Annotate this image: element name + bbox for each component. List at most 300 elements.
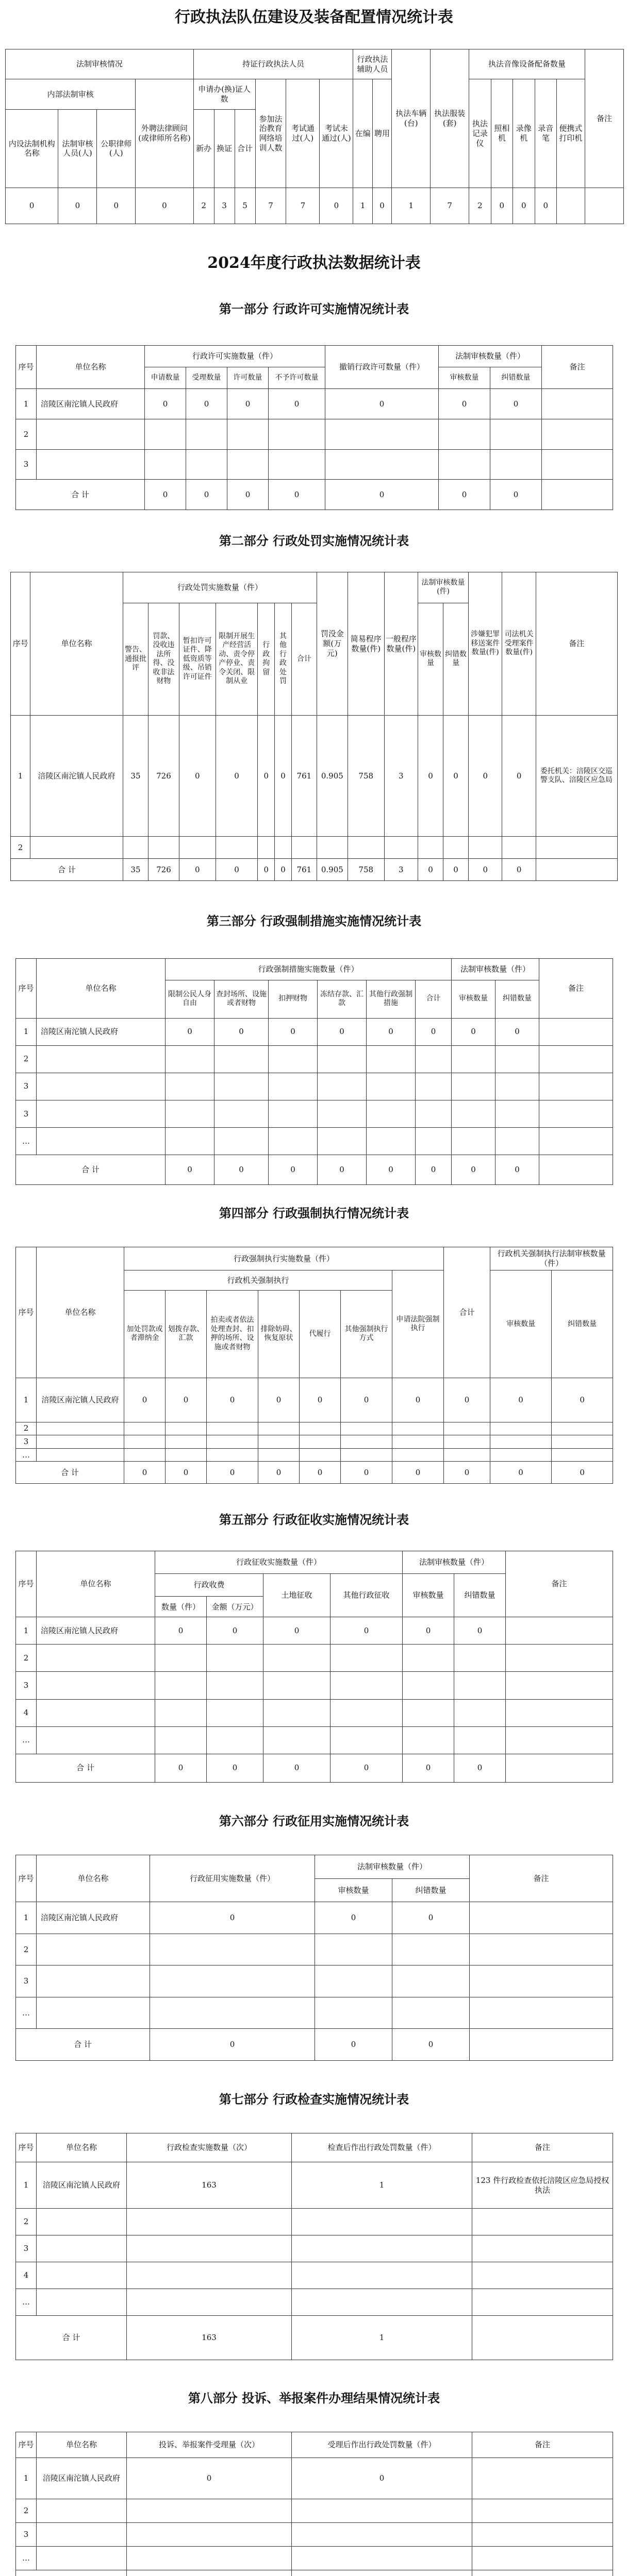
header-uniforms: 执法服装(套) [431,49,469,188]
table-cell: 0 [186,480,227,510]
table-cell: 0 [443,716,469,837]
table-cell [258,1448,300,1462]
header-seq: 序号 [16,959,37,1019]
table-cell [155,1726,207,1754]
table-cell: 2 [16,419,37,450]
table-cell [341,1422,392,1435]
table-row [16,1100,613,1127]
table-cell [292,2235,472,2262]
table-cell: 726 [148,716,179,837]
table-cell [330,1672,403,1699]
table-cell [166,1422,207,1435]
table-cell [37,1645,155,1672]
table-cell [392,1422,444,1435]
table-cell: 0.905 [317,716,348,837]
part8-table [15,2432,613,2576]
table-cell: 761 [291,859,317,881]
table-cell: 7 [286,188,320,224]
table-cell [214,1045,269,1073]
table-cell [292,2289,472,2316]
table-row [16,2547,613,2570]
table-cell [166,1073,214,1100]
table-cell [542,419,613,450]
table-cell [37,1448,124,1462]
table-cell: 合 计 [16,1754,155,1782]
table-cell: 0 [418,859,443,881]
table-cell: 0 [418,716,443,837]
table-cell: 1 [392,188,431,224]
table-cell: 35 [123,859,148,881]
header-seq: 序号 [16,1551,37,1617]
header-seq: 序号 [16,1855,37,1902]
table-cell [539,1155,613,1185]
stats-title: 2024年度行政执法数据统计表 [207,254,421,272]
table-cell [37,2499,127,2523]
table-cell [452,1045,495,1073]
table-cell [472,2570,613,2576]
table-cell [166,1448,207,1462]
table-cell [292,2570,472,2576]
table-cell: 金额（万元） [207,1597,263,1617]
table-row [16,2235,613,2262]
header-row [16,2432,613,2458]
table-cell [292,2262,472,2289]
table-cell [403,1672,454,1699]
table-cell: 0 [341,1462,392,1484]
table-cell [207,1672,263,1699]
table-cell: 0 [292,2458,472,2499]
header-impl: 行政征用实施数量（件） [150,1855,315,1902]
table-cell: 2 [193,188,214,224]
table-cell [37,1965,150,1997]
table-row [16,1128,613,1155]
table-cell [470,2029,613,2061]
table-cell [263,1726,330,1754]
table-cell: 0 [258,716,275,837]
part3-table [15,958,613,1185]
table-cell: 涪陵区南沱镇人民政府 [37,1902,150,1934]
table-cell [472,2316,613,2360]
table-cell: 0 [315,2029,392,2061]
part1-table [15,345,613,510]
table-cell [439,449,490,480]
table-row [16,2523,613,2547]
table-cell [403,1726,454,1754]
table-cell: 0 [124,1378,166,1422]
part6-table [15,1855,613,2061]
table-cell [403,1645,454,1672]
header-row [6,79,624,109]
total-row [16,1754,613,1782]
header-after: 受理后作出行政处罚数量（件） [292,2432,472,2458]
header-row [16,2133,613,2162]
header-court: 申请法院强制执行 [392,1270,444,1378]
table-row [16,2162,613,2209]
table-cell [127,2209,292,2235]
header-unit: 单位名称 [37,959,166,1019]
header-impl: 投诉、举报案件受理量（次） [127,2432,292,2458]
table-row [11,716,618,837]
table-cell: 土地征收 [263,1574,330,1617]
table-cell: 0 [207,1754,263,1782]
table-cell [367,1045,416,1073]
table-cell [269,1100,318,1127]
table-cell: 0 [166,1378,207,1422]
table-cell [585,188,623,224]
header-impl: 行政强制执行实施数量（件） [124,1247,444,1270]
table-cell [367,1100,416,1127]
table-cell: 纠错数量 [454,1574,506,1617]
header-printer: 便携式打印机 [556,79,585,188]
total-row [16,1462,613,1484]
table-cell: 0 [136,188,193,224]
table-cell: 0 [269,480,325,510]
header-impl: 行政征收实施数量（件） [155,1551,403,1574]
table-cell [472,2547,613,2570]
table-cell: 合 计 [16,2316,127,2360]
table-cell: 0 [216,859,258,881]
table-cell: 1 [11,716,30,837]
table-cell: 0 [454,1754,506,1782]
table-cell: 0 [124,1462,166,1484]
table-cell: 3 [16,1965,37,1997]
table-cell [155,1672,207,1699]
table-cell [37,2289,127,2316]
header-review: 法制审核数量(件) [418,572,469,603]
table-cell [454,1645,506,1672]
table-cell: 排除妨碍、恢复原状 [258,1290,300,1378]
table-cell: 0 [216,716,258,837]
table-cell: 0 [491,188,513,224]
header-camera: 照相机 [491,79,513,188]
table-cell [315,1934,392,1965]
header-av-equipment: 执法音像设备配备数量 [469,49,585,79]
table-cell: 1 [353,188,372,224]
table-cell [470,1965,613,1997]
table-cell: 1 [16,1378,37,1422]
table-cell: 0 [207,1617,263,1645]
header-note: 备注 [539,959,613,1019]
table-cell: 1 [292,2162,472,2209]
table-cell: 数量（件） [155,1597,207,1617]
table-cell: 0 [403,1754,454,1782]
table-cell: 拍卖或者依法处理查封、扣押的场所、设施或者财物 [207,1290,258,1378]
table-cell: 0 [127,2458,292,2499]
table-cell [207,1699,263,1726]
part6-heading: 第六部分 行政征用实施情况统计表 [219,1814,409,1828]
table-cell [325,419,439,450]
table-cell [127,2262,292,2289]
header-impl: 行政检查实施数量（次） [127,2133,292,2162]
table-cell: 0 [207,1378,258,1422]
table-cell: 合 计 [16,2029,150,2061]
table-cell [37,2235,127,2262]
table-cell [539,1018,613,1045]
table-cell: 0 [258,859,275,881]
header-crime: 涉嫌犯罪移送案件数量(件) [469,572,502,716]
table-cell [416,1045,452,1073]
table-row [16,1672,613,1699]
table-cell: 0 [269,389,325,419]
table-cell [207,1645,263,1672]
table-cell: 暂扣许可证件、降低资质等级、吊销许可证件 [179,603,216,715]
table-cell: 行政拘留 [258,603,275,715]
table-cell: 7 [431,188,469,224]
table-cell: 2 [16,1645,37,1672]
table-cell [37,1934,150,1965]
header-new: 新办 [193,109,214,188]
table-cell: 合计 [291,603,317,715]
header-legal-review: 法制审核情况 [6,49,194,79]
table-cell: 123 件行政检查依托涪陵区应急局授权执法 [472,2162,613,2209]
table-cell: 审核数量 [315,1878,392,1902]
table-cell: 划拨存款、汇款 [166,1290,207,1378]
table-cell [452,1100,495,1127]
table-cell [452,1128,495,1155]
table-cell: 1 [16,389,37,419]
table-cell: 0 [166,1462,207,1484]
header-review: 法制审核数量（件） [439,346,542,367]
table-cell: 0 [552,1378,613,1422]
table-cell [552,1422,613,1435]
part7-heading: 第七部分 行政检查实施情况统计表 [219,2092,409,2107]
table-cell: 0 [269,1018,318,1045]
table-cell: 0 [318,1155,367,1185]
table-row [16,1902,613,1934]
table-cell [292,2523,472,2547]
table-cell [207,1448,258,1462]
table-cell: 3 [16,2523,37,2547]
table-cell: 涪陵区南沱镇人民政府 [37,389,145,419]
table-cell: 0 [6,188,58,224]
table-cell: 2 [16,1045,37,1073]
table-cell [536,837,617,859]
table-cell [150,1965,315,1997]
table-cell: 0.905 [317,859,348,881]
table-cell: 其他行政强制措施 [367,980,416,1018]
table-row [16,1726,613,1754]
table-cell [542,480,613,510]
table-cell: 0 [341,1378,392,1422]
table-cell [227,449,269,480]
table-cell: 合 计 [11,859,123,881]
table-cell [472,2499,613,2523]
table-cell: 0 [269,1155,318,1185]
table-cell: 0 [320,188,353,224]
table-cell: 0 [166,1155,214,1185]
table-cell: 0 [214,1155,269,1185]
table-cell: 0 [325,480,439,510]
table-cell: 7 [255,188,286,224]
table-cell: 0 [300,1462,341,1484]
table-cell [145,449,186,480]
table-cell [536,859,617,881]
table-cell [207,1726,263,1754]
header-aux-staff: 行政执法辅助人员 [353,49,392,79]
total-row [16,1155,613,1185]
table-cell: 申请数量 [145,367,186,389]
table-cell: 0 [403,1617,454,1645]
table-cell: 0 [452,1018,495,1045]
table-cell: 0 [300,1378,341,1422]
table-cell: 4 [16,1699,37,1726]
table-cell: 2 [16,2209,37,2235]
header-note: 备注 [585,49,623,188]
part5-table [15,1551,613,1783]
table-cell [470,1997,613,2029]
header-on-staff: 在编 [353,79,372,188]
table-cell [127,2499,292,2523]
table-row [16,1422,613,1435]
table-cell: 纠错数量 [392,1878,470,1902]
header-ext-advisor: 外聘法律顾问(或律师所名称) [136,79,193,188]
table-cell [315,1965,392,1997]
table-cell [155,1699,207,1726]
header-unit: 单位名称 [37,1551,155,1617]
table-cell [127,2523,292,2547]
table-cell: 0 [495,1155,539,1185]
table-cell [392,1997,470,2029]
table-cell: 0 [392,1462,444,1484]
table-cell: 0 [416,1155,452,1185]
table-cell [269,1128,318,1155]
table-cell: 4 [16,2262,37,2289]
header-row [16,959,613,980]
table-cell [37,449,145,480]
table-cell [207,1435,258,1449]
header-judicial: 司法机关受理案件数量(件) [502,572,536,716]
table-cell [214,1073,269,1100]
table-cell: 0 [367,1018,416,1045]
table-cell: 0 [367,1155,416,1185]
table-cell: 0 [263,1617,330,1645]
table-cell [214,1100,269,1127]
table-cell [472,2209,613,2235]
table-cell: 758 [348,859,384,881]
table-cell: 涪陵区南沱镇人民政府 [37,1018,166,1045]
table-cell [556,188,585,224]
part4-heading: 第四部分 行政强制执行情况统计表 [219,1206,409,1221]
table-cell: 761 [291,716,317,837]
table-cell: 0 [155,1754,207,1782]
header-revoke: 撤销行政许可数量（件） [325,346,439,389]
table-cell [472,2523,613,2547]
table-cell: 0 [58,188,97,224]
table-cell: 0 [490,1462,552,1484]
table-cell: 2 [16,1934,37,1965]
table-cell: 0 [392,2029,470,2061]
table-cell [444,1435,490,1449]
table-row [16,1045,613,1073]
table-cell: 0 [150,1902,315,1934]
table-cell: 0 [452,1155,495,1185]
table-cell: 0 [535,188,556,224]
table-cell [325,449,439,480]
header-total: 合计 [235,109,255,188]
table-cell: … [16,1448,37,1462]
header-renew: 换证 [214,109,235,188]
header-unit: 单位名称 [37,1855,150,1902]
table-row [16,419,613,450]
table-cell [470,1934,613,1965]
table-row [16,1073,613,1100]
header-fee: 行政收费 [155,1574,263,1597]
part3-heading: 第三部分 行政强制措施实施情况统计表 [206,913,422,928]
table-cell [318,1100,367,1127]
table-cell [469,837,502,859]
table-cell [148,837,179,859]
header-fine: 罚没金额(万元) [317,572,348,716]
total-row [16,2570,613,2576]
table-cell: 0 [454,1617,506,1645]
table-cell [145,419,186,450]
table-cell [37,1672,155,1699]
table-cell [37,1699,155,1726]
table-cell [470,1902,613,1934]
table-cell: 0 [469,716,502,837]
header-seq: 序号 [16,1247,37,1378]
header-impl: 行政强制措施实施数量（件） [166,959,452,980]
table-cell: 0 [179,716,216,837]
header-review: 法制审核数量（件） [403,1551,506,1574]
table-row [11,837,618,859]
header-unit: 单位名称 [37,2133,127,2162]
table-cell [269,449,325,480]
table-cell [258,1422,300,1435]
table-cell: 3 [16,1435,37,1449]
table-cell: 0 [227,480,269,510]
table-cell: 3 [16,449,37,480]
table-cell [539,1100,613,1127]
table-cell: 0 [315,1902,392,1934]
table-cell [506,1726,613,1754]
header-unit: 单位名称 [37,2432,127,2458]
table-cell: 0 [392,1902,470,1934]
table-cell: 纠错数量 [490,367,542,389]
header-certified-staff: 持证行政执法人员 [193,49,353,79]
table-cell [263,1672,330,1699]
table-cell [454,1699,506,1726]
table-cell [155,1645,207,1672]
table-cell [454,1726,506,1754]
table-cell [416,1073,452,1100]
table-cell [552,1448,613,1462]
table-cell: 35 [123,716,148,837]
table-cell [150,1997,315,2029]
table-cell: 3 [384,859,418,881]
table-row [16,389,613,419]
table-cell [367,1128,416,1155]
table-cell [330,1726,403,1754]
header-review: 行政机关强制执行法制审核数量（件） [490,1247,613,1270]
table-cell [472,2262,613,2289]
table-row [16,2262,613,2289]
table-cell: 审核数量 [439,367,490,389]
table-cell [392,1934,470,1965]
header-impl: 行政处罚实施数量（件） [123,572,317,603]
table-cell [506,1672,613,1699]
table-cell [416,1128,452,1155]
header-after: 检查后作出行政处罚数量（件） [292,2133,472,2162]
table-cell [490,1422,552,1435]
table-cell [166,1128,214,1155]
table-cell [124,1422,166,1435]
table-cell [542,449,613,480]
table-row [16,1448,613,1462]
table-cell [186,449,227,480]
table-row [16,1699,613,1726]
header-row [6,49,624,79]
